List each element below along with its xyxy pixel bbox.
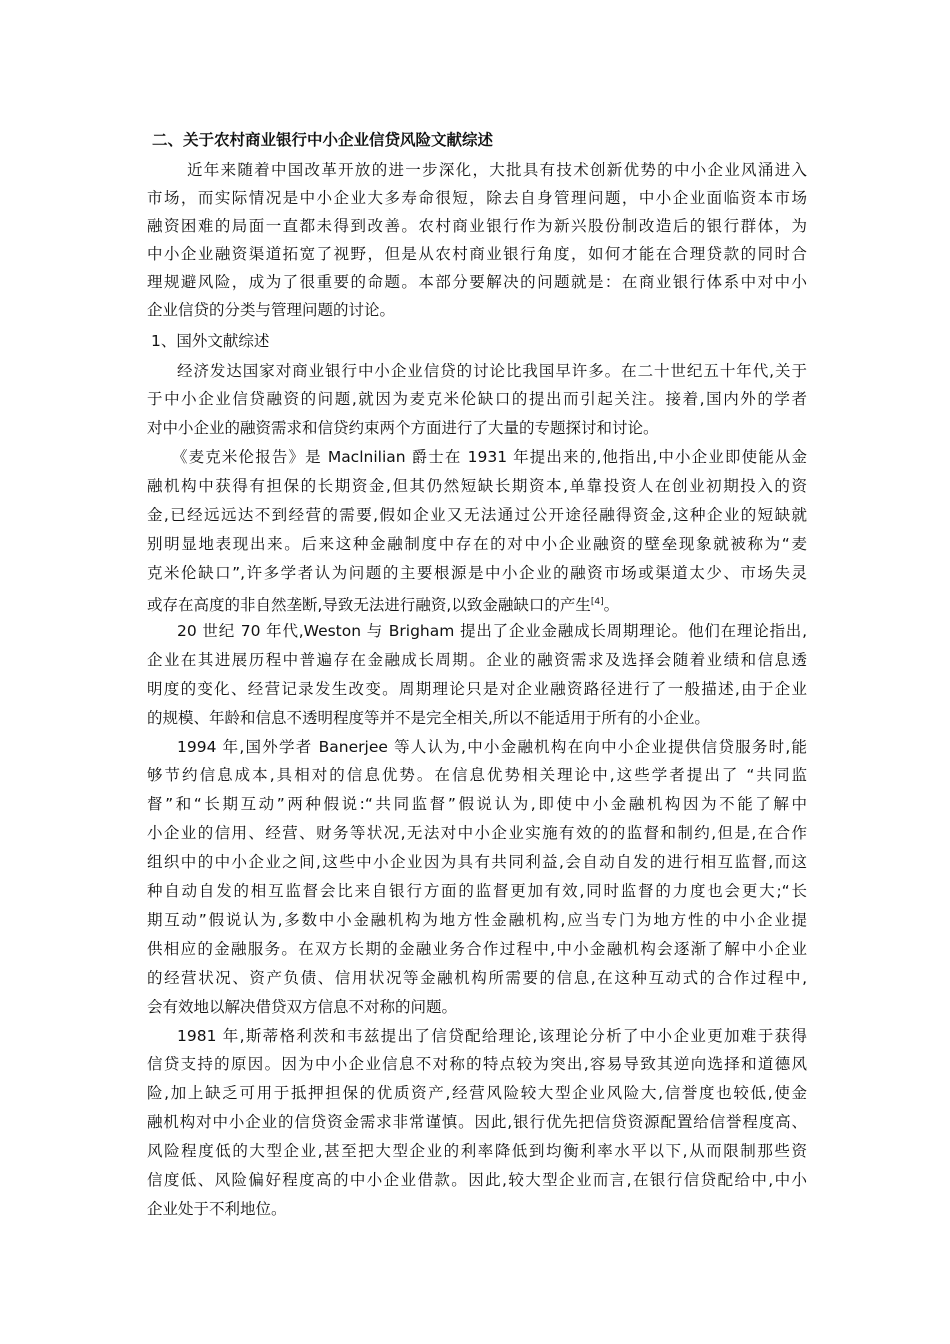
- para3-line-2: 企业在其进展历程中普遍存在金融成长周期。企业的融资需求及选择会随着业绩和信息透: [147, 651, 807, 669]
- intro-line-4: 中小企业融资渠道拓宽了视野，但是从农村商业银行角度，如何才能在合理贷款的同时合: [147, 245, 807, 263]
- para2-line-6: [147, 592, 807, 612]
- para1-line-3: 对中小企业的融资需求和信贷约束两个方面进行了大量的专题探讨和讨论。: [147, 419, 659, 437]
- para5-line-3: 险,加上缺乏可用于抵押担保的优质资产,经营风险较大型企业风险大,信誉度也较低,使金: [147, 1084, 807, 1102]
- citation-ref: [4]: [590, 597, 604, 607]
- para4-line-7: 期互动”假说认为,多数中小金融机构为地方性金融机构,应当专门为地方性的中小企业提: [147, 911, 807, 929]
- para4-line-8: 供相应的金融服务。在双方长期的金融业务合作过程中,中小金融机构会逐渐了解中小企业: [147, 940, 807, 958]
- para4-line-3: 督”和“长期互动”两种假说:“共同监督”假说认为,即使中小金融机构因为不能了解中: [147, 795, 807, 813]
- para4-line-9: 的经营状况、资产负债、信用状况等金融机构所需要的信息,在这种互动式的合作过程中,: [147, 969, 807, 987]
- para2-line-3: 金,已经远远达不到经营的需要,假如企业又无法通过公开途径融得资金,这种企业的短缺就: [147, 506, 807, 524]
- para2-line-6-end: 。: [603, 596, 620, 614]
- intro-line-2: 市场，而实际情况是中小企业大多寿命很短，除去自身管理问题，中小企业面临资本市场: [147, 189, 807, 207]
- para5-line-7: 企业处于不利地位。: [147, 1200, 287, 1218]
- para2-line-5: 克米伦缺口”,许多学者认为问题的主要根源是中小企业的融资市场或渠道太少、市场失灵: [147, 564, 807, 582]
- para2-line-1: 《麦克米伦报告》是 Maclnilian 爵士在 1931 年提出来的,他指出,中小企业即使能从金: [172, 448, 807, 466]
- para5-line-6: 信度低、风险偏好程度高的中小企业借款。因此,较大型企业而言,在银行信贷配给中,中小: [147, 1171, 807, 1189]
- para4-line-10: 会有效地以解决借贷双方信息不对称的问题。: [147, 998, 458, 1016]
- para3-line-4: 的规模、年龄和信息不透明程度等并不是完全相关,所以不能适用于所有的小企业。: [147, 709, 710, 727]
- para4-line-2: 够节约信息成本,具相对的信息优势。在信息优势相关理论中,这些学者提出了 “共同监: [147, 766, 807, 784]
- para2-line-6-text: 或存在高度的非自然垄断,导致无法进行融资,以致金融缺口的产生: [147, 596, 591, 614]
- para3-line-1: 20 世纪 70 年代,Weston 与 Brigham 提出了企业金融成长周期理论。他们在理论指出,: [177, 622, 807, 640]
- para5-line-2: 信贷支持的原因。因为中小企业信息不对称的特点较为突出,容易导致其逆向选择和道德风: [147, 1055, 807, 1073]
- para3-line-3: 明度的变化、经营记录发生改变。周期理论只是对企业融资路径进行了一般描述,由于企业: [147, 680, 807, 698]
- intro-line-6: 企业信贷的分类与管理问题的讨论。: [147, 301, 396, 319]
- intro-line-1: 近年来随着中国改革开放的进一步深化，大批具有技术创新优势的中小企业风涌进入: [187, 161, 807, 179]
- para4-line-4: 小企业的信用、经营、财务等状况,无法对中小企业实施有效的的监督和制约,但是,在合作: [147, 824, 807, 842]
- section-heading: 二、关于农村商业银行中小企业信贷风险文献综述: [152, 131, 494, 149]
- intro-line-5: 理规避风险，成为了很重要的命题。本部分要解决的问题就是：在商业银行体系中对中小: [147, 273, 807, 291]
- para4-line-5: 组织中的中小企业之间,这些中小企业因为具有共同利益,会自动自发的进行相互监督,而这: [147, 853, 807, 871]
- para5-line-5: 风险程度低的大型企业,甚至把大型企业的利率降低到均衡利率水平以下,从而限制那些资: [147, 1142, 807, 1160]
- para5-line-4: 融机构对中小企业的信贷资金需求非常谨慎。因此,银行优先把信贷资源配置给信誉程度高、: [147, 1113, 807, 1131]
- para1-line-1: 经济发达国家对商业银行中小企业信贷的讨论比我国早许多。在二十世纪五十年代,关于: [177, 362, 807, 380]
- para4-line-1: 1994 年,国外学者 Banerjee 等人认为,中小金融机构在向中小企业提供信贷服务时,能: [177, 738, 807, 756]
- subsection-heading: 1、国外文献综述: [151, 332, 270, 350]
- para2-line-4: 别明显地表现出来。后来这种金融制度中存在的对中小企业融资的壁垒现象就被称为“麦: [147, 535, 807, 553]
- para5-line-1: 1981 年,斯蒂格利茨和韦兹提出了信贷配给理论,该理论分析了中小企业更加难于获得: [177, 1027, 807, 1045]
- intro-line-3: 融资困难的局面一直都未得到改善。农村商业银行作为新兴股份制改造后的银行群体，为: [147, 217, 807, 235]
- para1-line-2: 于中小企业信贷融资的问题,就因为麦克米伦缺口的提出而引起关注。接着,国内外的学者: [147, 390, 807, 408]
- para4-line-6: 种自动自发的相互监督会比来自银行方面的监督更加有效,同时监督的力度也会更大;“长: [147, 882, 807, 900]
- para2-line-2: 融机构中获得有担保的长期资金,但其仍然短缺长期资本,单靠投资人在创业初期投入的资: [147, 477, 807, 495]
